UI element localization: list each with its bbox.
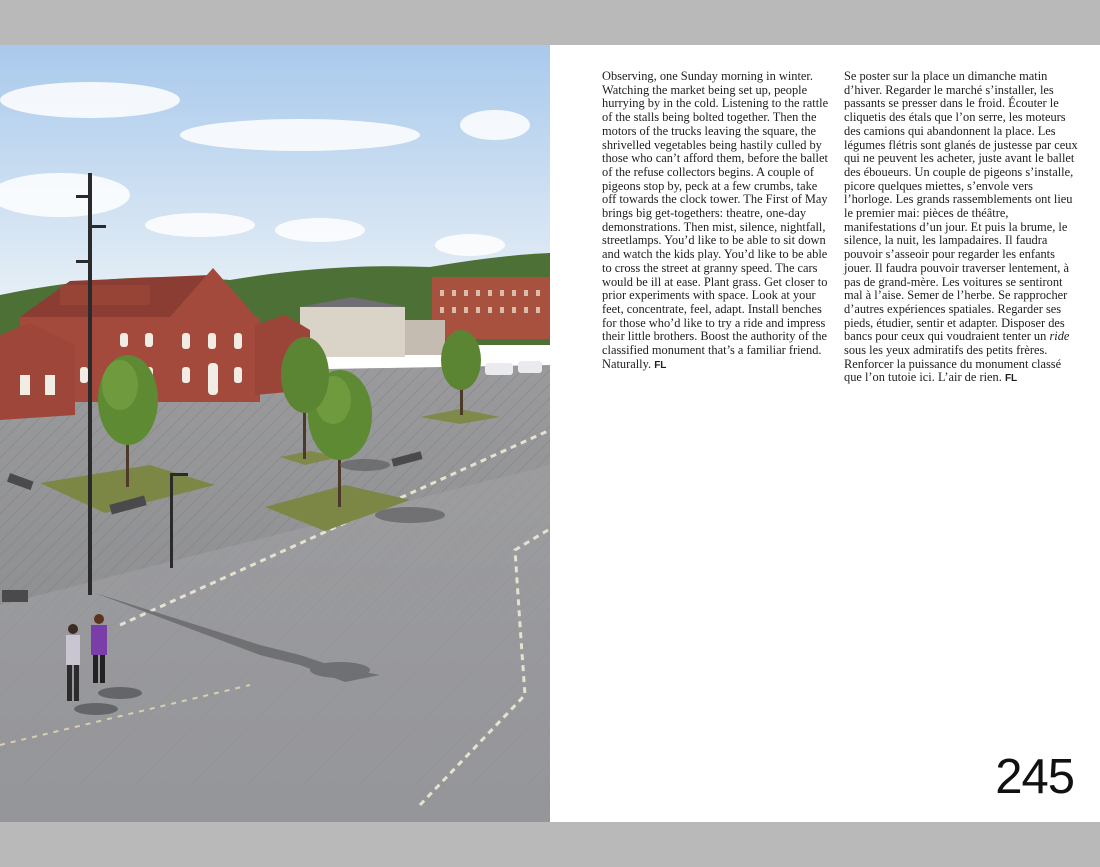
- french-paragraph-start: Se poster sur la place un dimanche matin d’hiver. Regarder le marché s’installer, les passants se presser dans le froid. Écouter le cliquetis des étals que l’on serre, les moteurs des camions qui abandonnent la place. Les légumes flétris sont glanés de justesse par ceux qui ne peuvent les acheter, juste avant le ballet des éboueurs. Un couple de pigeons s’installe, picore quelques miettes, s’envole vers l’horloge. Les grands rassemblements ont lieu le premier mai: pièces de théâtre, manifestations d’un jour. Et puis la brume, le silence, la nuit, les lampadaires. Il faudra pouvoir s’asseoir pour regarder les enfants jouer. Il faudra pouvoir traverser lentement, à pas de grand-mère. Les voitures se sentiront mal à l’aise. Semer de l’herbe. Se rapprocher d’autres expériences spatiales. Regarder ses pieds, étudier, sentir et adapter. Disposer des bancs pour ceux qui voudraient tenter un: [844, 69, 1078, 344]
- french-paragraph-end: sous les yeux admiratifs des petits frères. Renforcer la puissance du monument classé que l’on tutoie ici. L’air de rien.: [844, 343, 1062, 385]
- photo-illustration: [0, 45, 550, 822]
- page-number: 245: [995, 750, 1074, 804]
- english-text-column: [602, 70, 834, 372]
- french-text-column: [844, 70, 1080, 386]
- book-spread: [0, 45, 1100, 822]
- town-square-photo: [0, 45, 550, 822]
- english-paragraph: Observing, one Sunday morning in winter. Watching the market being set up, people hurrying by in the cold. Listening to the rattle of the stalls being bolted together. Then the motors of the trucks leaving the square, the shrivelled vegetables being hastily culled by those who can’t afford them, before the ballet of the refuse collectors begins. A couple of pigeons stop by, peck at a few crumbs, take off towards the clock tower. The First of May brings big get-togethers: theatre, one-day demonstrations. Then mist, silence, nightfall, streetlamps. You’d like to be able to sit down and watch the kids play. You’d like to be able to cross the street at granny speed. The cars would be ill at ease. Plant grass. Get closer to prior experiments with space. Look at your feet, concentrate, feel, adapt. Install benches for those who’d like to try a ride and impress their little brothers. Boost the authority of the classified monument that’s a familiar friend. Naturally.: [602, 69, 829, 371]
- italic-word: ride: [1049, 329, 1070, 344]
- author-signature: FL: [654, 359, 667, 371]
- author-signature: FL: [1004, 373, 1018, 385]
